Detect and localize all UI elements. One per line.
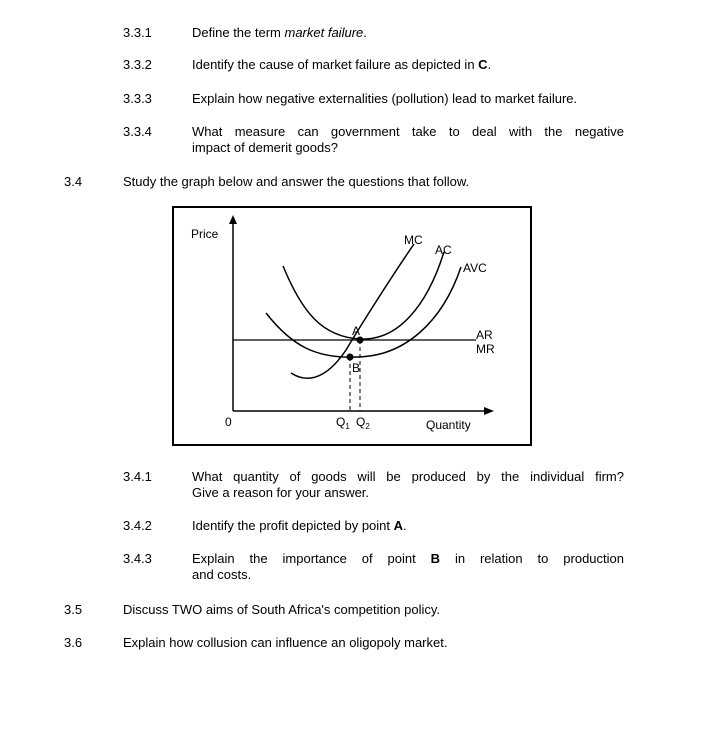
question-text-line1: What measure can government take to deal with the negative [192, 124, 624, 139]
question-number: 3.5 [64, 602, 83, 617]
avc-curve [266, 267, 461, 357]
question-text-line2: and costs. [192, 567, 252, 582]
ac-curve [283, 252, 444, 339]
avc-label: AVC [463, 261, 487, 275]
cost-curves-graph [172, 206, 532, 446]
y-axis-label: Price [191, 227, 219, 241]
question-number: 3.6 [64, 635, 83, 650]
graph-svg [174, 208, 530, 444]
ar-label: AR [476, 328, 493, 342]
question-text: Identify the cause of market failure as depicted in C. [192, 57, 492, 72]
question-text: Explain how collusion can influence an oligopoly market. [123, 635, 448, 650]
question-text: Explain how negative externalities (pollution) lead to market failure. [192, 91, 578, 106]
question-number: 3.4.1 [123, 469, 152, 484]
y-axis-arrow [229, 215, 237, 224]
question-text: Identify the profit depicted by point A. [192, 518, 407, 533]
question-text: Study the graph below and answer the questions that follow. [123, 174, 470, 189]
question-number: 3.4.3 [123, 551, 152, 566]
mr-label: MR [476, 342, 495, 356]
question-number: 3.3.4 [123, 124, 152, 139]
x-axis-label: Quantity [426, 418, 471, 432]
question-number: 3.3.3 [123, 91, 152, 106]
origin-label: 0 [225, 415, 232, 429]
x-axis-arrow [484, 407, 494, 415]
question-text-line2: Give a reason for your answer. [192, 485, 370, 500]
question-number: 3.4.2 [123, 518, 152, 533]
q2-label: $Q_2$ [356, 415, 370, 431]
question-number: 3.3.1 [123, 25, 152, 40]
mc-label: MC [404, 233, 423, 247]
q1-label: $Q_1$ [336, 415, 350, 431]
question-text: Discuss TWO aims of South Africa's competition policy. [123, 602, 440, 617]
point-a-label: A [352, 324, 361, 338]
question-text-line2: impact of demerit goods? [192, 140, 338, 155]
question-text: Define the term market failure. [192, 25, 367, 40]
ac-label: AC [435, 243, 452, 257]
point-b-label: B [352, 361, 361, 375]
question-number: 3.4 [64, 174, 83, 189]
point-b-dot [347, 354, 354, 361]
question-number: 3.3.2 [123, 57, 152, 72]
question-text-line1: Explain the importance of point B in relation to production [192, 551, 624, 566]
question-text-line1: What quantity of goods will be produced by the individual firm? [192, 469, 624, 484]
